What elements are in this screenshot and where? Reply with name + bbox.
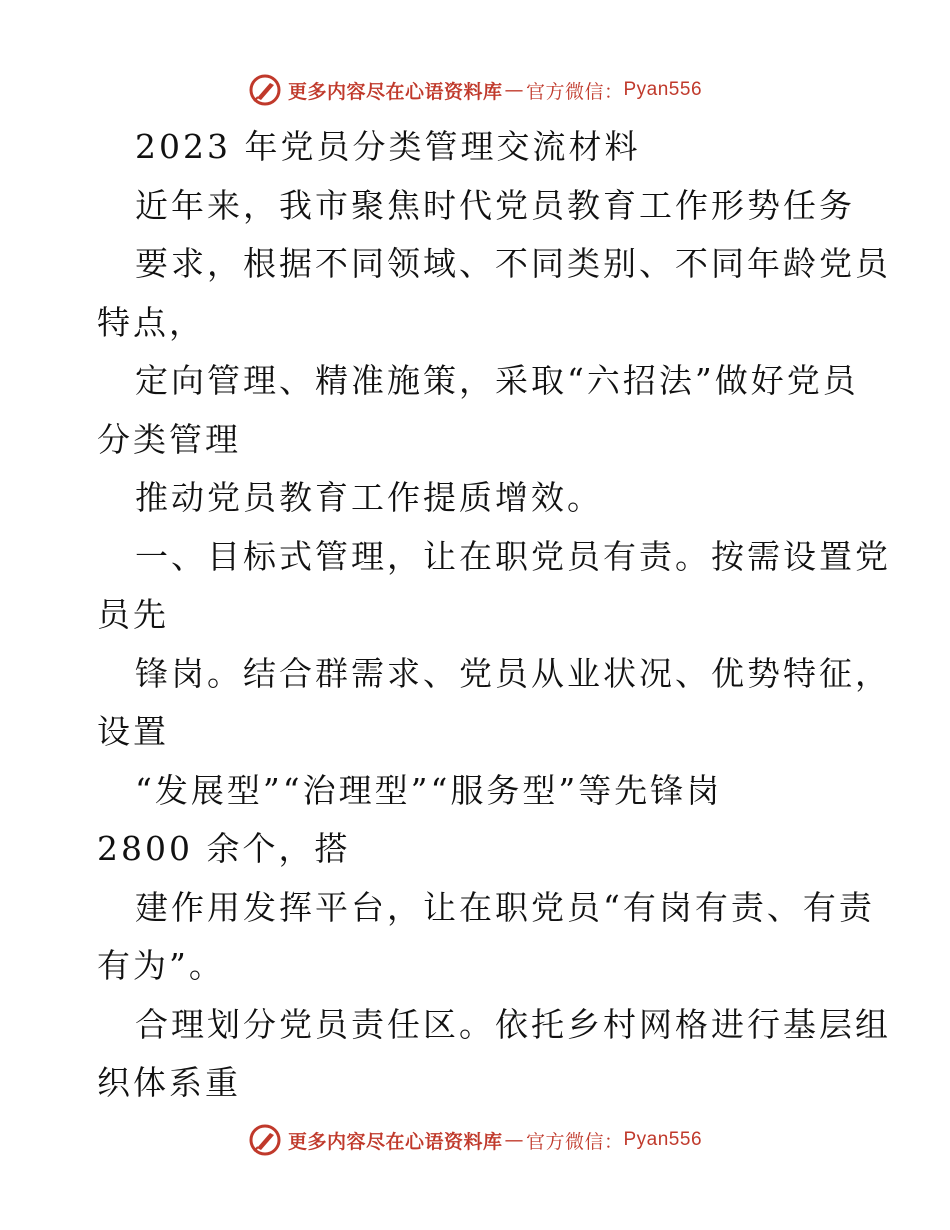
watermark-separator: —: [504, 1129, 524, 1151]
paragraph-line: 有为”。: [97, 946, 225, 985]
header-watermark: [0, 70, 950, 110]
paragraph-line: 分类管理: [97, 419, 241, 459]
paragraph-line: 合理划分党员责任区。依托乡村网格进行基层组: [135, 1004, 891, 1044]
quill-pen-logo-icon: [248, 73, 282, 107]
paragraph-line: 特点，: [97, 302, 205, 342]
paragraph-line: 2800 余个，搭: [97, 829, 351, 868]
watermark-contact-label: 官方微信：: [525, 1130, 624, 1153]
paragraph-line: 建作用发挥平台，让在职党员“有岗有责、有责: [135, 887, 875, 927]
watermark-separator: —: [504, 79, 524, 101]
paragraph-line: 近年来，我市聚焦时代党员教育工作形势任务: [135, 185, 855, 225]
document-body: [97, 118, 891, 1113]
paragraph-line: “发展型”“治理型”“服务型”等先锋岗: [135, 770, 723, 810]
paragraph-line: 员先: [97, 595, 169, 634]
watermark-main-text: 更多内容尽在心语资料库: [287, 1130, 503, 1153]
watermark-account: Pyan556: [623, 1129, 703, 1150]
document-title: 2023 年党员分类管理交流材料: [135, 127, 641, 166]
quill-pen-logo-icon: [248, 1123, 282, 1157]
watermark-account: Pyan556: [623, 79, 703, 100]
watermark-main-text: 更多内容尽在心语资料库: [287, 80, 503, 103]
paragraph-line: 织体系重: [97, 1063, 241, 1102]
paragraph-line: 要求，根据不同领域、不同类别、不同年龄党员: [135, 244, 891, 283]
paragraph-line: 锋岗。结合群需求、党员从业状况、优势特征，: [135, 653, 891, 693]
watermark-contact-label: 官方微信：: [525, 80, 624, 103]
section-heading-line: 一、目标式管理，让在职党员有责。按需设置党: [135, 536, 891, 576]
paragraph-line: 推动党员教育工作提质增效。: [135, 478, 603, 517]
paragraph-line: 定向管理、精准施策，采取“六招法”做好党员: [135, 361, 859, 400]
paragraph-line: 设置: [97, 712, 169, 751]
footer-watermark: [0, 1120, 950, 1160]
